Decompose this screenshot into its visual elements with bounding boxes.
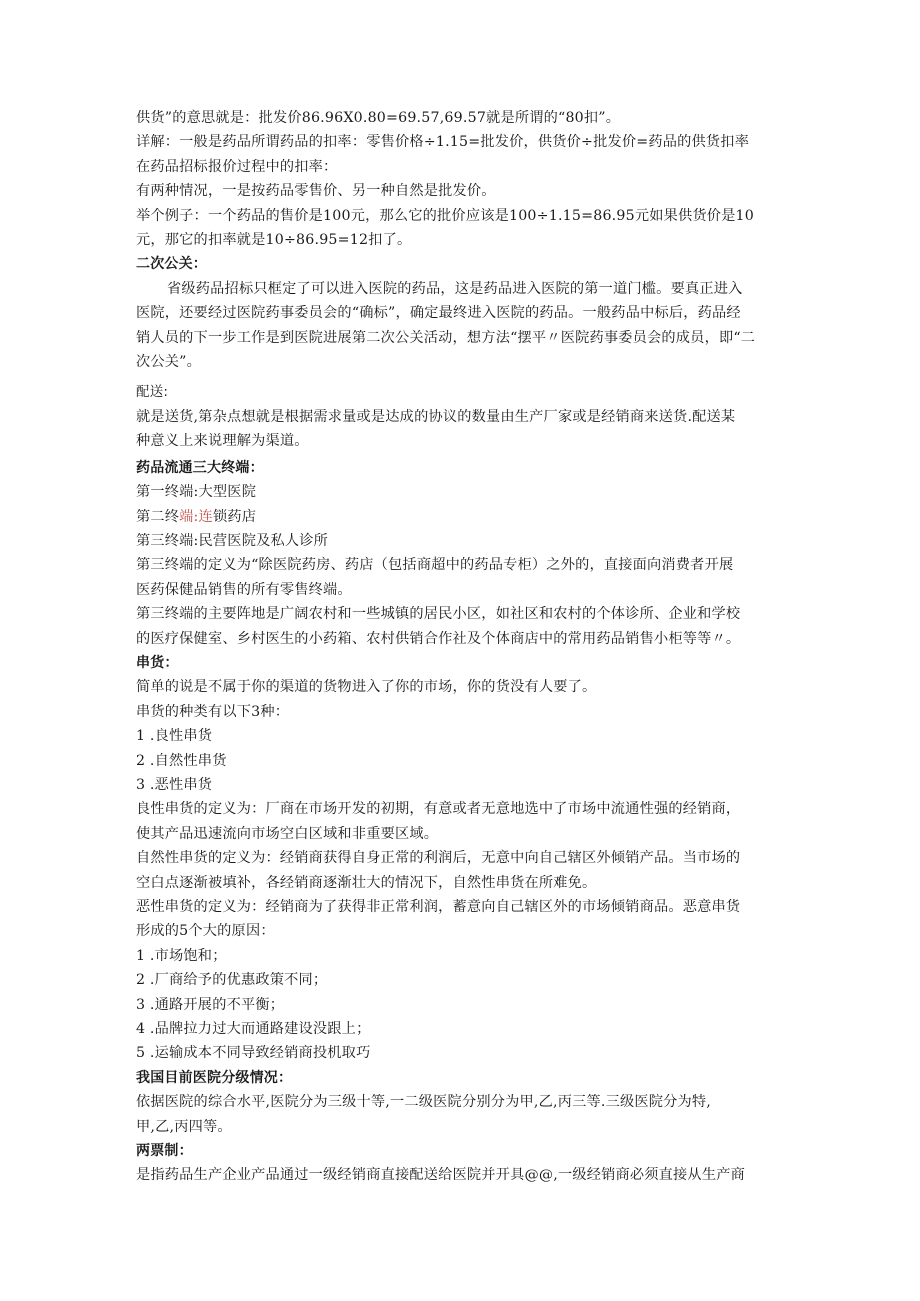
- terminal-item-highlight: 端:连: [179, 508, 213, 525]
- text-line: 是指药品生产企业产品通过一级经销商直接配送给医院并开具@@,一级经销商必须直接从生产商: [136, 1167, 745, 1184]
- list-item: 1 .良性串货: [136, 728, 213, 745]
- second-pr-section: [136, 252, 796, 374]
- text-line: 举个例子：一个药品的售价是100元，那么它的批价应该是100÷1.15=86.95元如果供货价是10: [136, 207, 755, 224]
- section-heading: 药品流通三大终端：: [136, 459, 264, 476]
- section-heading: 配送:: [136, 384, 169, 401]
- terminal-item-part: 锁药店: [212, 508, 257, 525]
- terminal-item: 第三终端:民营医院及私人诊所: [136, 532, 329, 549]
- terminals-section: [136, 456, 796, 651]
- list-item: 5 .运输成本不同导致经销商投机取巧: [136, 1045, 371, 1062]
- hospital-grading-section: [136, 1066, 796, 1139]
- list-item: 1 .市场饱和；: [136, 947, 227, 964]
- text-line: 串货的种类有以下3种：: [136, 703, 290, 720]
- list-item: 2 .自然性串货: [136, 752, 227, 769]
- text-line: 详解：一般是药品所谓药品的扣率：零售价格÷1.15=批发价，供货价÷批发价=药品的供货扣率: [136, 134, 750, 151]
- text-line: 第三终端的定义为“除医院药房、药店（包括商超中的药品专柜）之外的，直接面向消费者开展: [136, 557, 734, 574]
- text-line: 使其产品迅速流向市场空白区域和非重要区域。: [136, 825, 439, 842]
- cross-selling-section: [136, 651, 796, 1066]
- text-line: 种意义上来说理解为渠道。: [136, 433, 309, 450]
- text-line: 医药保健品销售的所有零售终端。: [136, 581, 352, 598]
- text-line: 形成的5个大的原因：: [136, 923, 275, 940]
- text-line: 省级药品招标只框定了可以进入医院的药品，这是药品进入医院的第一道门槛。要真正进入: [167, 280, 743, 297]
- text-line: 在药品招标报价过程中的扣率：: [136, 158, 338, 175]
- section-heading: 我国目前医院分级情况：: [136, 1069, 293, 1086]
- text-line: 元，那它的扣率就是10÷86.95=12扣了。: [136, 232, 412, 249]
- text-line: 次公关”。: [136, 354, 202, 371]
- text-line: 有两种情况，一是按药品零售价、另一种自然是批发价。: [136, 183, 496, 200]
- list-item: 2 .厂商给予的优惠政策不同；: [136, 972, 328, 989]
- text-line: 简单的说是不属于你的渠道的货物进入了你的市场，你的货没有人要了。: [136, 679, 597, 696]
- intro-section: [136, 106, 796, 252]
- text-line: 就是送货,第杂点想就是根据需求量或是达成的协议的数量由生产厂家或是经销商来送货.配送某: [136, 408, 736, 425]
- list-item: 3 .通路开展的不平衡；: [136, 996, 285, 1013]
- list-item: 3 .恶性串货: [136, 776, 213, 793]
- text-line: 甲,乙,丙四等。: [136, 1118, 232, 1135]
- delivery-section: [136, 380, 796, 453]
- text-line: 空白点逐渐被填补，各经销商逐渐壮大的情况下，自然性串货在所难免。: [136, 874, 597, 891]
- terminal-item: 第一终端:大型医院: [136, 484, 257, 501]
- terminal-item-part: 第二终: [136, 508, 180, 525]
- text-line: 供货”的意思就是：批发价86.96X0.80=69.57,69.57就是所谓的“80扣”。: [136, 110, 621, 126]
- text-line: 第三终端的主要阵地是广阔农村和一些城镇的居民小区，如社区和农村的个体诊所、企业和学校: [136, 606, 741, 623]
- text-line: 的医疗保健室、乡村医生的小药箱、农村供销合作社及个体商店中的常用药品销售小柜等等〃。: [136, 630, 741, 647]
- text-line: 自然性串货的定义为：经销商获得自身正常的利润后，无意中向自己辖区外倾销产品。当市场的: [136, 850, 741, 867]
- section-heading: 串货：: [136, 654, 179, 671]
- text-line: 销人员的下一步工作是到医院进展第二次公关活动，想方法“摆平〃医院药事委员会的成员，即“二: [136, 329, 756, 346]
- terminal-item: [136, 505, 796, 529]
- text-line: 良性串货的定义为：厂商在市场开发的初期，有意或者无意地选中了市场中流通性强的经销商，: [136, 801, 741, 818]
- list-item: 4 .品牌拉力过大而通路建设没跟上；: [136, 1021, 371, 1038]
- two-ticket-section: [136, 1139, 796, 1188]
- document-page: [136, 106, 796, 1188]
- text-line: 医院，还要经过医院药事委员会的“确标”，确定最终进入医院的药品。一般药品中标后，药品经: [136, 305, 741, 322]
- text-line: 依据医院的综合水平,医院分为三级十等,一二级医院分别分为甲,乙,丙三等.三级医院分为特,: [136, 1094, 711, 1111]
- section-heading: 两票制：: [136, 1143, 193, 1160]
- section-heading: 二次公关：: [136, 256, 207, 273]
- text-line: 恶性串货的定义为：经销商为了获得非正常利润，蓄意向自己辖区外的市场倾销商品。恶意串货: [136, 899, 741, 915]
